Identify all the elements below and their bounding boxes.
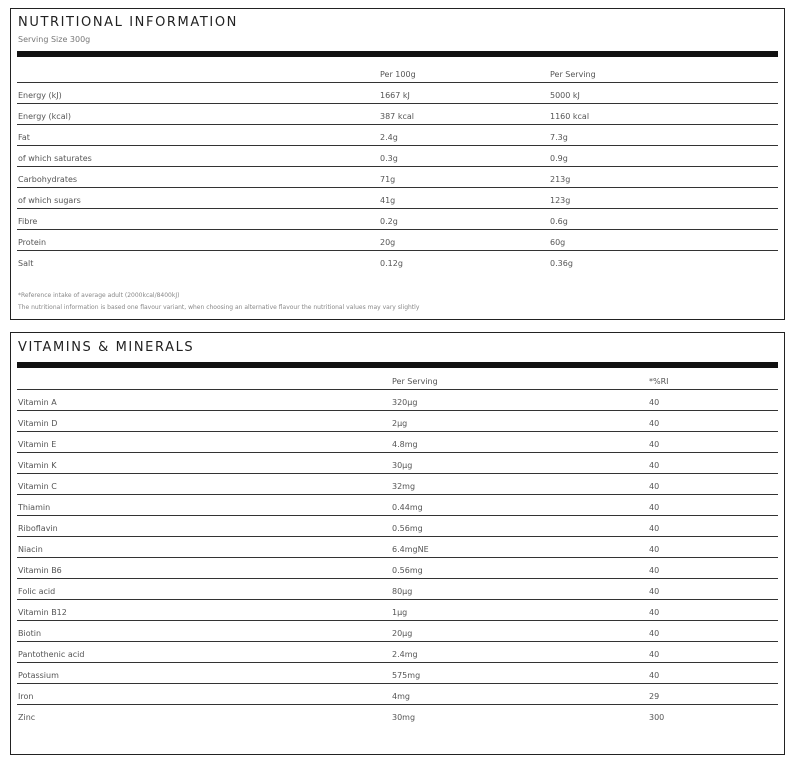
nutrition-cell-name: Fat: [18, 133, 30, 142]
nutrition-cell-name: of which sugars: [18, 196, 81, 205]
vitamins-row: [17, 411, 778, 432]
vitamins-cell-value1: 4mg: [392, 692, 410, 701]
vitamins-cell-value2: 40: [649, 419, 660, 428]
vitamins-row: [17, 537, 778, 558]
vitamins-cell-value2: 40: [649, 524, 660, 533]
nutrition-cell-name: Salt: [18, 259, 34, 268]
nutrition-panel: [10, 8, 785, 320]
vitamins-cell-value1: 2µg: [392, 419, 408, 428]
vitamins-row: [17, 390, 778, 411]
vitamins-header-bar: [17, 362, 778, 368]
nutrition-cell-name: Fibre: [18, 217, 38, 226]
vitamins-table: [17, 369, 778, 726]
vitamins-cell-value1: 575mg: [392, 671, 421, 680]
vitamins-cell-value1: 20µg: [392, 629, 413, 638]
nutrition-row: [17, 104, 778, 125]
nutrition-title: NUTRITIONAL INFORMATION: [18, 15, 238, 30]
nutrition-cell-value1: 71g: [380, 175, 396, 184]
vitamins-cell-value2: 40: [649, 566, 660, 575]
nutrition-cell-value2: 60g: [550, 238, 566, 247]
nutrition-cell-value2: 7.3g: [550, 133, 568, 142]
vitamins-cell-value1: 6.4mgNE: [392, 545, 429, 554]
nutrition-cell-name: Energy (kJ): [18, 91, 62, 100]
vitamins-cell-value2: 40: [649, 650, 660, 659]
vitamins-cell-name: Thiamin: [18, 503, 51, 512]
vitamins-cell-value2: 40: [649, 461, 660, 470]
vitamins-cell-name: Biotin: [18, 629, 42, 638]
vitamins-cell-value1: 0.56mg: [392, 566, 423, 575]
vitamins-cell-name: Riboflavin: [18, 524, 58, 533]
vitamins-cell-value1: 0.56mg: [392, 524, 423, 533]
nutrition-cell-value2: 0.6g: [550, 217, 568, 226]
vitamins-row: [17, 684, 778, 705]
nutrition-cell-value2: 5000 kJ: [550, 91, 580, 100]
nutrition-cell-value2: 0.9g: [550, 154, 568, 163]
vitamins-cell-value2: 40: [649, 545, 660, 554]
vitamins-col-perserving: Per Serving: [392, 377, 438, 386]
nutrition-cell-value1: 0.12g: [380, 259, 403, 268]
vitamins-cell-value1: 320µg: [392, 398, 418, 407]
vitamins-row: [17, 495, 778, 516]
vitamins-row: [17, 663, 778, 684]
vitamins-cell-value2: 300: [649, 713, 665, 722]
vitamins-row: [17, 621, 778, 642]
vitamins-cell-name: Iron: [18, 692, 34, 701]
nutrition-cell-value1: 0.3g: [380, 154, 398, 163]
nutrition-cell-value1: 20g: [380, 238, 396, 247]
nutrition-row: [17, 209, 778, 230]
vitamins-cell-name: Vitamin A: [18, 398, 57, 407]
nutrition-row: [17, 83, 778, 104]
nutrition-cell-value1: 1667 kJ: [380, 91, 410, 100]
vitamins-cell-name: Vitamin E: [18, 440, 57, 449]
vitamins-row: [17, 705, 778, 726]
nutrition-cell-value1: 2.4g: [380, 133, 398, 142]
vitamins-cell-value1: 0.44mg: [392, 503, 423, 512]
vitamins-cell-name: Vitamin D: [18, 419, 58, 428]
nutrition-cell-name: Energy (kcal): [18, 112, 71, 121]
nutrition-cell-name: Protein: [18, 238, 47, 247]
vitamins-cell-name: Zinc: [18, 713, 36, 722]
nutrition-header-bar: [17, 51, 778, 57]
vitamins-header-row: [17, 369, 778, 390]
nutrition-row: [17, 167, 778, 188]
footnote-reference: *Reference intake of average adult (2000kcal/8400kJ): [18, 292, 180, 299]
nutrition-cell-value2: 0.36g: [550, 259, 573, 268]
nutrition-cell-name: Carbohydrates: [18, 175, 78, 184]
vitamins-cell-value2: 40: [649, 503, 660, 512]
vitamins-cell-value2: 40: [649, 398, 660, 407]
vitamins-cell-name: Vitamin B6: [18, 566, 62, 575]
vitamins-cell-value1: 30µg: [392, 461, 413, 470]
vitamins-cell-name: Niacin: [18, 545, 43, 554]
nutrition-cell-value2: 123g: [550, 196, 571, 205]
nutrition-cell-value2: 1160 kcal: [550, 112, 590, 121]
nutrition-cell-value1: 41g: [380, 196, 396, 205]
vitamins-row: [17, 600, 778, 621]
vitamins-row: [17, 558, 778, 579]
vitamins-row: [17, 642, 778, 663]
footnote-flavour: The nutritional information is based one flavour variant, when choosing an alternative flavour the nutritional values may vary slightly: [18, 304, 420, 311]
nutrition-table: [17, 62, 778, 272]
vitamins-row: [17, 432, 778, 453]
vitamins-cell-name: Vitamin C: [18, 482, 57, 491]
nutrition-header-row: [17, 62, 778, 83]
vitamins-cell-value2: 40: [649, 629, 660, 638]
vitamins-cell-value1: 30mg: [392, 713, 416, 722]
vitamins-cell-name: Folic acid: [18, 587, 56, 596]
vitamins-title: VITAMINS & MINERALS: [18, 340, 195, 355]
vitamins-cell-value2: 40: [649, 587, 660, 596]
vitamins-row: [17, 453, 778, 474]
nutrition-cell-value2: 213g: [550, 175, 571, 184]
nutrition-row: [17, 146, 778, 167]
vitamins-cell-name: Vitamin B12: [18, 608, 67, 617]
vitamins-row: [17, 516, 778, 537]
nutrition-row: [17, 188, 778, 209]
vitamins-panel: [10, 332, 785, 755]
vitamins-cell-value2: 40: [649, 440, 660, 449]
vitamins-cell-value1: 2.4mg: [392, 650, 418, 659]
vitamins-cell-value1: 32mg: [392, 482, 416, 491]
serving-size: Serving Size 300g: [18, 35, 91, 44]
vitamins-cell-value2: 40: [649, 671, 660, 680]
vitamins-cell-value1: 4.8mg: [392, 440, 418, 449]
nutrition-col-perserving: Per Serving: [550, 70, 596, 79]
vitamins-cell-value2: 40: [649, 608, 660, 617]
vitamins-row: [17, 474, 778, 495]
vitamins-cell-value1: 1µg: [392, 608, 408, 617]
vitamins-col-ri: *%RI: [649, 377, 669, 386]
vitamins-cell-name: Potassium: [18, 671, 59, 680]
nutrition-col-per100g: Per 100g: [380, 70, 416, 79]
nutrition-cell-value1: 0.2g: [380, 217, 398, 226]
vitamins-cell-value2: 29: [649, 692, 660, 701]
vitamins-cell-name: Vitamin K: [18, 461, 57, 470]
vitamins-cell-value2: 40: [649, 482, 660, 491]
nutrition-row: [17, 125, 778, 146]
nutrition-cell-name: of which saturates: [18, 154, 92, 163]
vitamins-row: [17, 579, 778, 600]
vitamins-cell-name: Pantothenic acid: [18, 650, 85, 659]
nutrition-row: [17, 230, 778, 251]
nutrition-row: [17, 251, 778, 272]
nutrition-cell-value1: 387 kcal: [380, 112, 414, 121]
vitamins-cell-value1: 80µg: [392, 587, 413, 596]
